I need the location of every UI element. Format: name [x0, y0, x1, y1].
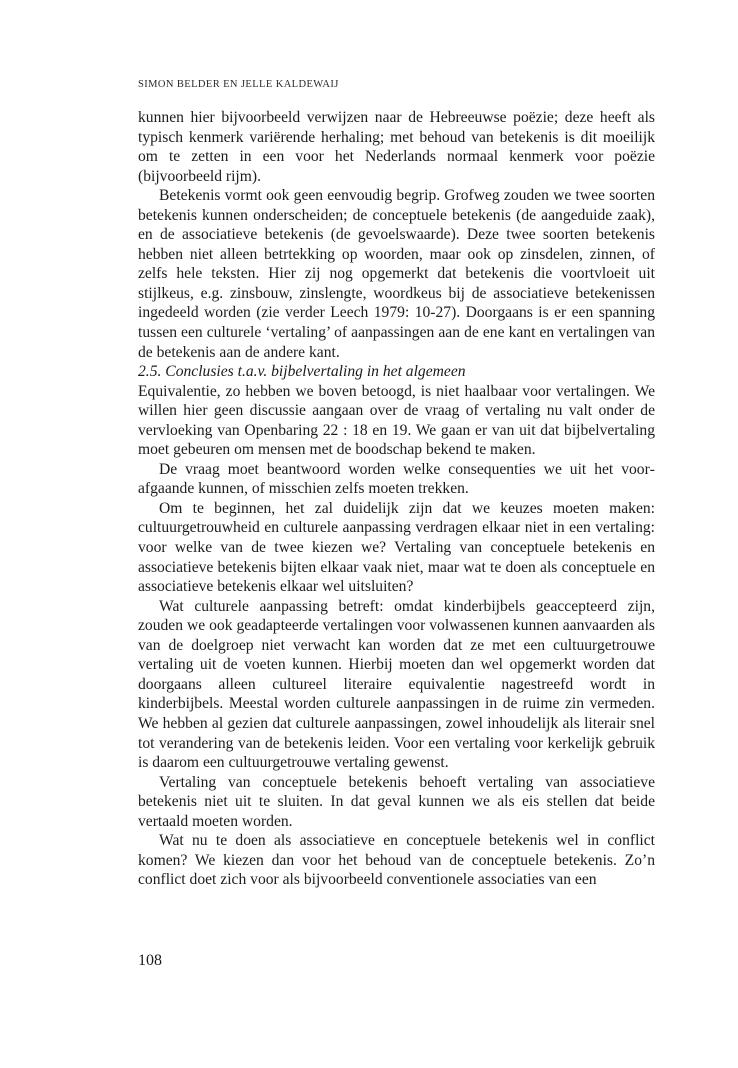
- paragraph: Equivalentie, zo hebben we boven betoogd, is niet haalbaar voor vertalingen. We willen hier geen discussie aangaan over de vraag of vertaling nu valt onder de vervloeking van Openbaring 22 : 18 en 19. We gaan er van uit dat bijbelvertaling moet gebeuren om mensen met de boodschap bekend te maken.: [138, 382, 655, 459]
- paragraph: De vraag moet beantwoord worden welke consequenties we uit het voorafgaande kunnen, of misschien zelfs moeten trekken.: [138, 460, 655, 498]
- paragraph: kunnen hier bijvoorbeeld verwijzen naar de Hebreeuwse poëzie; deze heeft als typisch kenmerk variërende herhaling; met behoud van betekenis is dit moeilijk om te zetten in een voor het Nederlands normaal kenmerk voor poëzie (bijvoorbeeld rijm).: [138, 109, 655, 185]
- section-heading: 2.5. Conclusies t.a.v. bijbelvertaling in het algemeen: [138, 363, 466, 381]
- page-number: 108: [138, 952, 162, 969]
- paragraph: Wat nu te doen als associatieve en conceptuele betekenis wel in conflict komen? We kiezen dan voor het behoud van de conceptuele betekenis. Zo’n conflict doet zich voor als bijvoorbeeld conventionele associaties van een: [138, 832, 655, 889]
- page-body: [138, 108, 655, 890]
- paragraph: Betekenis vormt ook geen eenvoudig begrip. Grofweg zouden we twee soorten betekenis kunnen onderscheiden; de conceptuele betekenis (de aangeduide zaak), en de associatieve betekenis (de gevoelswaarde). Deze twee soorten betekenis hebben niet alleen betrtekking op woorden, maar ook op zinsdelen, zinnen, of zelfs hele teksten. Hier zij nog opgemerkt dat betekenis die voortvloeit uit stijlkeus, e.g. zinsbouw, zinslengte, woordkeus bij de associatieve betekenissen ingedeeld worden (zie verder Leech 1979: 10-27). Doorgaans is er een spanning tussen een culturele ‘vertaling’ of aanpassingen aan de ene kant en vertalingen van de betekenis aan de andere kant.: [138, 187, 655, 361]
- paragraph: Om te beginnen, het zal duidelijk zijn dat we keuzes moeten maken: cultuurgetrouwheid en culturele aanpassing verdragen elkaar niet in een vertaling: voor welke van de twee kiezen we? Vertaling van conceptuele betekenis en associatieve betekenis bijten elkaar vaak niet, maar wat te doen als conceptuele en associatieve betekenis elkaar wel uitsluiten?: [138, 499, 655, 596]
- paragraph: Vertaling van conceptuele betekenis behoeft vertaling van associatieve betekenis niet uit te sluiten. In dat geval kunnen we als eis stellen dat beide vertaald moeten worden.: [138, 773, 655, 830]
- paragraph: Wat culturele aanpassing betreft: omdat kinderbijbels geaccepteerd zijn, zouden we ook geadapteerde vertalingen voor volwassenen kunnen aanvaarden als van de doelgroep niet verwacht kan worden dat ze met een cultuurgetrouwe vertaling uit de voeten kunnen. Hierbij moeten dan wel opgemerkt worden dat doorgaans alleen cultureel literaire equivalentie nagestreefd wordt in kinderbijbels. Meestal worden culturele aanpassingen in de ruime zin vermeden. We hebben al gezien dat culturele aanpassingen, zowel inhoudelijk als literair snel tot verandering van de betekenis leiden. Voor een vertaling voor kerkelijk gebruik is daarom een cultuurgetrouwe vertaling gewenst.: [138, 597, 655, 772]
- running-head: SIMON BELDER EN JELLE KALDEWAIJ: [138, 79, 339, 90]
